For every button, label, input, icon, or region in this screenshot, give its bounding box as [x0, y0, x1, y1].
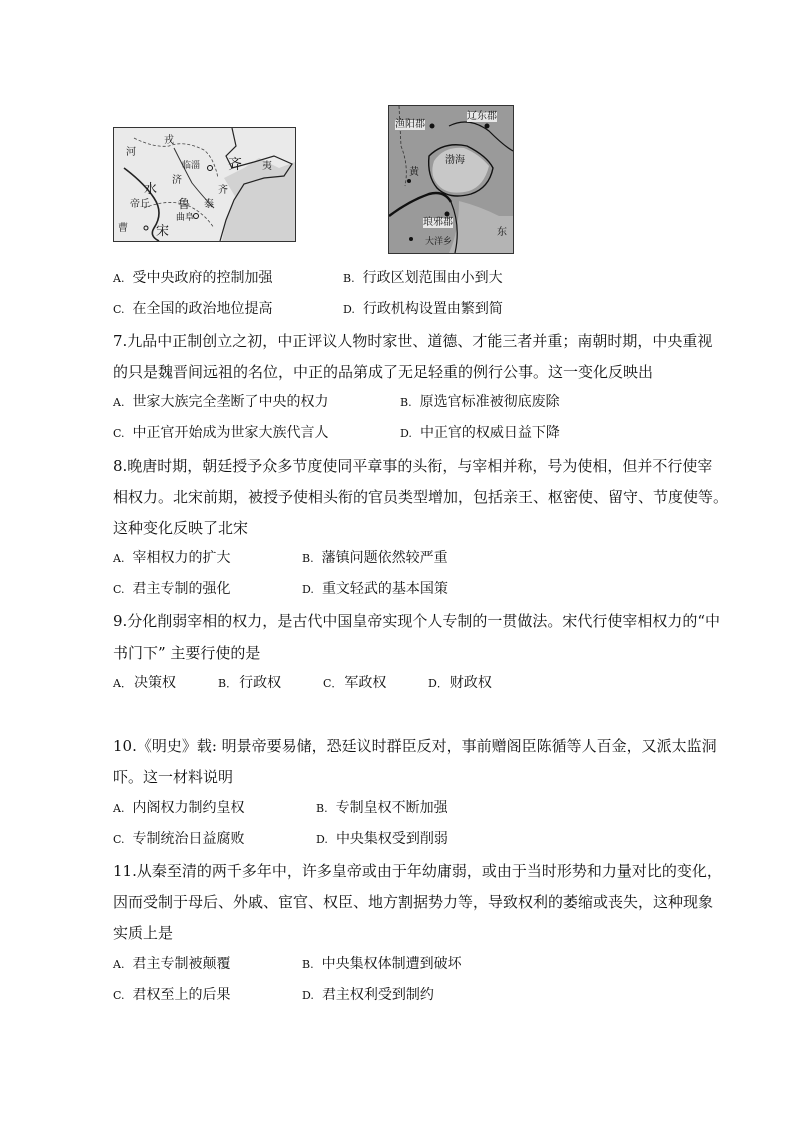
- q8-option-a-text: 宰相权力的扩大: [132, 550, 231, 566]
- map-qi-lu: [113, 127, 296, 242]
- q11-stem-line3: 实质上是: [113, 924, 174, 942]
- q10-option-b-text: 专制皇权不断加强: [335, 800, 448, 816]
- q11-option-c-key: C.: [113, 989, 125, 1002]
- q9-stem-line1: 9.分化削弱宰相的权力，是古代中国皇帝实现个人专制的一贯做法。宋代行使宰相权力的“中: [113, 612, 720, 630]
- q8-option-d-key: D.: [302, 583, 314, 596]
- q9-option-d-text: 财政权: [449, 675, 492, 691]
- q10-option-a[interactable]: [113, 800, 244, 817]
- q6-option-c-key: C.: [113, 303, 125, 316]
- q11-option-a-text: 君主专制被颠覆: [132, 956, 231, 972]
- map-label: 济: [172, 175, 182, 186]
- q8-option-a[interactable]: [113, 550, 230, 567]
- q6-option-a[interactable]: [113, 270, 272, 287]
- map-label: 齐: [228, 157, 242, 173]
- q9-stem-line2: 书门下” 主要行使的是: [113, 644, 261, 662]
- q11-option-d[interactable]: [302, 987, 434, 1004]
- q8-option-b-key: B.: [302, 552, 314, 565]
- q11-stem-line2: 因而受制于母后、外戚、宦官、权臣、地方割据势力等，导致权利的萎缩或丧失，这种现象: [113, 893, 714, 911]
- q9-option-a-key: A．: [113, 677, 132, 690]
- map-label: 东: [497, 227, 507, 238]
- map-label: 黄: [409, 167, 419, 178]
- q9-option-b-text: 行政权: [239, 675, 282, 691]
- map-label: 齐: [218, 185, 228, 196]
- q10-option-c[interactable]: [113, 831, 245, 848]
- q7-option-a-text: 世家大族完全垄断了中央的权力: [132, 394, 329, 410]
- q10-option-d[interactable]: [316, 831, 448, 848]
- map-label: 鲁: [178, 197, 191, 211]
- map-label: 戎: [164, 135, 174, 146]
- q9-option-b[interactable]: [218, 675, 281, 692]
- q10-option-a-text: 内阁权力制约皇权: [132, 800, 245, 816]
- q11-option-b-text: 中央集权体制遭到破坏: [321, 956, 462, 972]
- q7-stem-line1: 7.九品中正制创立之初，中正评议人物时家世、道德、才能三者并重；南朝时期，中央重视: [113, 332, 713, 350]
- map-label: 帝丘: [130, 199, 150, 210]
- map-label: 泰: [204, 199, 214, 210]
- q6-option-b-key: B.: [343, 272, 355, 285]
- q11-option-b[interactable]: [302, 956, 462, 973]
- q7-stem-line2: 的只是魏晋间远祖的名位，中正的品第成了无足轻重的例行公事。这一变化反映出: [113, 363, 654, 381]
- q8-stem-line2: 相权力。北宋前期，被授予使相头衔的官员类型增加，包括亲王、枢密使、留守、节度使等。: [113, 488, 729, 506]
- q10-option-d-key: D.: [316, 833, 328, 846]
- map-bohai: [388, 105, 514, 254]
- q7-option-d-key: D.: [400, 427, 412, 440]
- q7-option-a[interactable]: [113, 394, 328, 411]
- map-label: 曹: [118, 223, 128, 234]
- q7-option-c-text: 中正官开始成为世家大族代言人: [132, 425, 329, 441]
- q7-option-d[interactable]: [400, 425, 560, 442]
- q8-option-c-text: 君主专制的强化: [132, 581, 231, 597]
- map-label: 水: [144, 182, 158, 197]
- q6-option-d-text: 行政机构设置由繁到简: [362, 301, 503, 317]
- q11-option-c[interactable]: [113, 987, 231, 1004]
- map-label: 渤海: [445, 155, 465, 166]
- q10-stem-line2: 吓。这一材料说明: [113, 768, 234, 786]
- q6-option-c-text: 在全国的政治地位提高: [132, 301, 273, 317]
- map-label: 大洋乡: [425, 237, 453, 247]
- q10-option-b-key: B.: [316, 802, 328, 815]
- map-label: 琅邪郡: [423, 217, 453, 228]
- q8-stem-line3: 这种变化反映了北宋: [113, 519, 249, 537]
- map-label: 曲阜: [176, 213, 195, 223]
- q7-option-b-key: B.: [400, 396, 412, 409]
- q10-option-b[interactable]: [316, 800, 448, 817]
- q8-option-b-text: 藩镇问题依然较严重: [321, 550, 448, 566]
- q7-option-b-text: 原选官标准被彻底废除: [419, 394, 560, 410]
- q11-option-c-text: 君权至上的后果: [132, 987, 231, 1003]
- q6-option-b[interactable]: [343, 270, 503, 287]
- q7-option-c-key: C.: [113, 427, 125, 440]
- q9-option-c-text: 军政权: [344, 675, 387, 691]
- q8-option-d-text: 重文轻武的基本国策: [321, 581, 448, 597]
- q11-option-b-key: B.: [302, 958, 314, 971]
- q7-option-c[interactable]: [113, 425, 329, 442]
- q6-option-d-key: D.: [343, 303, 355, 316]
- q11-option-a-key: A.: [113, 958, 125, 971]
- q11-option-d-key: D.: [302, 989, 314, 1002]
- map-label: 临淄: [182, 161, 201, 171]
- map-label: 河: [126, 147, 136, 158]
- q9-option-a-text: 决策权: [133, 675, 176, 691]
- q8-option-b[interactable]: [302, 550, 448, 567]
- map-label: 宋: [156, 224, 170, 239]
- q8-option-a-key: A.: [113, 552, 125, 565]
- map-qi-lu-drawing: [114, 128, 295, 241]
- q9-option-b-key: B．: [218, 677, 238, 690]
- q8-option-c[interactable]: [113, 581, 231, 598]
- q7-option-d-text: 中正官的权威日益下降: [419, 425, 560, 441]
- q8-option-d[interactable]: [302, 581, 448, 598]
- q6-option-b-text: 行政区划范围由小到大: [362, 270, 503, 286]
- q11-option-a[interactable]: [113, 956, 230, 973]
- q6-option-a-key: A.: [113, 272, 125, 285]
- map-label: 渔阳郡: [395, 119, 425, 130]
- q8-stem-line1: 8.晚唐时期，朝廷授予众多节度使同平章事的头衔，与宰相并称，号为使相，但并不行使宰: [113, 457, 713, 475]
- q10-option-a-key: A.: [113, 802, 125, 815]
- q6-option-c[interactable]: [113, 301, 273, 318]
- q6-option-d[interactable]: [343, 301, 503, 318]
- q9-option-d-key: D．: [428, 677, 448, 690]
- q10-option-c-text: 专制统治日益腐败: [132, 831, 245, 847]
- q11-option-d-text: 君主权利受到制约: [321, 987, 434, 1003]
- q9-option-c-key: C．: [323, 677, 343, 690]
- map-label: 夷: [262, 161, 272, 172]
- q11-stem-line1: 11.从秦至清的两千多年中，许多皇帝或由于年幼庸弱，或由于当时形势和力量对比的变化，: [113, 862, 722, 880]
- q7-option-b[interactable]: [400, 394, 560, 411]
- q9-option-c[interactable]: [323, 675, 386, 692]
- q8-option-c-key: C.: [113, 583, 125, 596]
- q10-stem-line1: 10.《明史》载: 明景帝要易储，恐廷议时群臣反对，事前赠阁臣陈循等人百金，又派太监洞: [113, 737, 717, 755]
- q7-option-a-key: A.: [113, 396, 125, 409]
- map-label: 辽东郡: [467, 111, 497, 122]
- q9-option-d[interactable]: [428, 675, 492, 692]
- q10-option-d-text: 中央集权受到削弱: [335, 831, 448, 847]
- q9-option-a[interactable]: [113, 675, 176, 692]
- q10-option-c-key: C.: [113, 833, 125, 846]
- q6-option-a-text: 受中央政府的控制加强: [132, 270, 273, 286]
